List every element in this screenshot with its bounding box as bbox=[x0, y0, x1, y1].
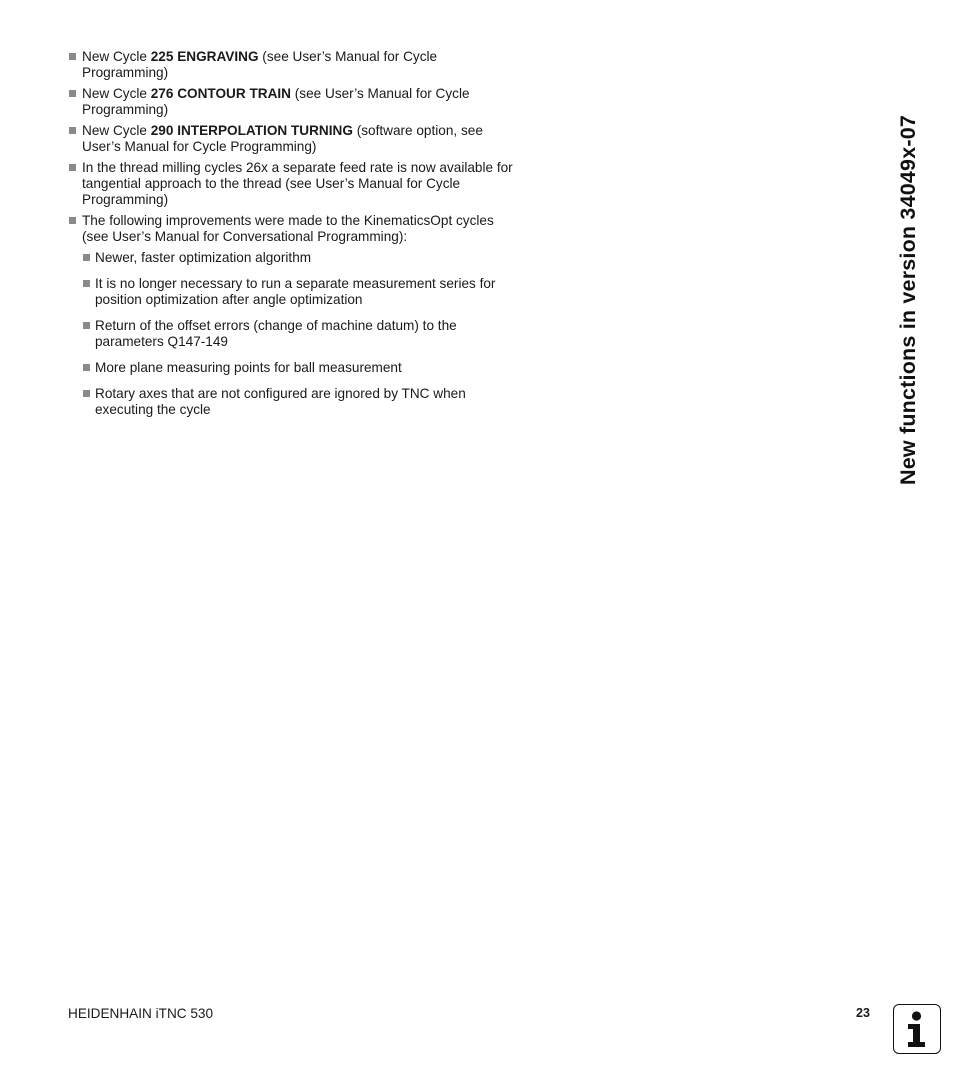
footer-product-name: HEIDENHAIN iTNC 530 bbox=[68, 1006, 214, 1021]
square-bullet-icon bbox=[83, 364, 90, 371]
main-content bbox=[68, 49, 518, 428]
square-bullet-icon bbox=[69, 53, 76, 60]
page-number: 23 bbox=[856, 1006, 870, 1020]
square-bullet-icon bbox=[69, 217, 76, 224]
list-item: The following improvements were made to the KinematicsOpt cycles (see User’s Manual for Conversational Programming): Newer, faster optimization algorithm It is no longer necessary to run a separate measurement series for position optimization after angle optimization Return of the offset errors (change of machine datum) to the parameters Q147-149 More plane measuring points for ball measurement Rotary axes that are not configured are ignored by TNC when executing the cycle bbox=[68, 213, 518, 418]
sub-list-item: Newer, faster optimization algorithm bbox=[82, 250, 518, 266]
section-side-title: New functions in version 34049x-07 bbox=[896, 114, 920, 485]
square-bullet-icon bbox=[69, 90, 76, 97]
sub-list-item: Return of the offset errors (change of machine datum) to the parameters Q147-149 bbox=[82, 318, 518, 350]
sub-list-item: It is no longer necessary to run a separate measurement series for position optimization after angle optimization bbox=[82, 276, 518, 308]
square-bullet-icon bbox=[69, 164, 76, 171]
list-item: New Cycle 290 INTERPOLATION TURNING (software option, see User’s Manual for Cycle Programming) bbox=[68, 123, 518, 155]
list-item: New Cycle 276 CONTOUR TRAIN (see User’s Manual for Cycle Programming) bbox=[68, 86, 518, 118]
square-bullet-icon bbox=[83, 254, 90, 261]
square-bullet-icon bbox=[83, 280, 90, 287]
list-item: New Cycle 225 ENGRAVING (see User’s Manual for Cycle Programming) bbox=[68, 49, 518, 81]
list-item: In the thread milling cycles 26x a separate feed rate is now available for tangential approach to the thread (see User’s Manual for Cycle Programming) bbox=[68, 160, 518, 208]
sub-list bbox=[82, 250, 518, 418]
square-bullet-icon bbox=[83, 390, 90, 397]
sub-list-item: Rotary axes that are not configured are ignored by TNC when executing the cycle bbox=[82, 386, 518, 418]
square-bullet-icon bbox=[69, 127, 76, 134]
info-icon bbox=[893, 1004, 941, 1054]
sub-list-item: More plane measuring points for ball measurement bbox=[82, 360, 518, 376]
square-bullet-icon bbox=[83, 322, 90, 329]
